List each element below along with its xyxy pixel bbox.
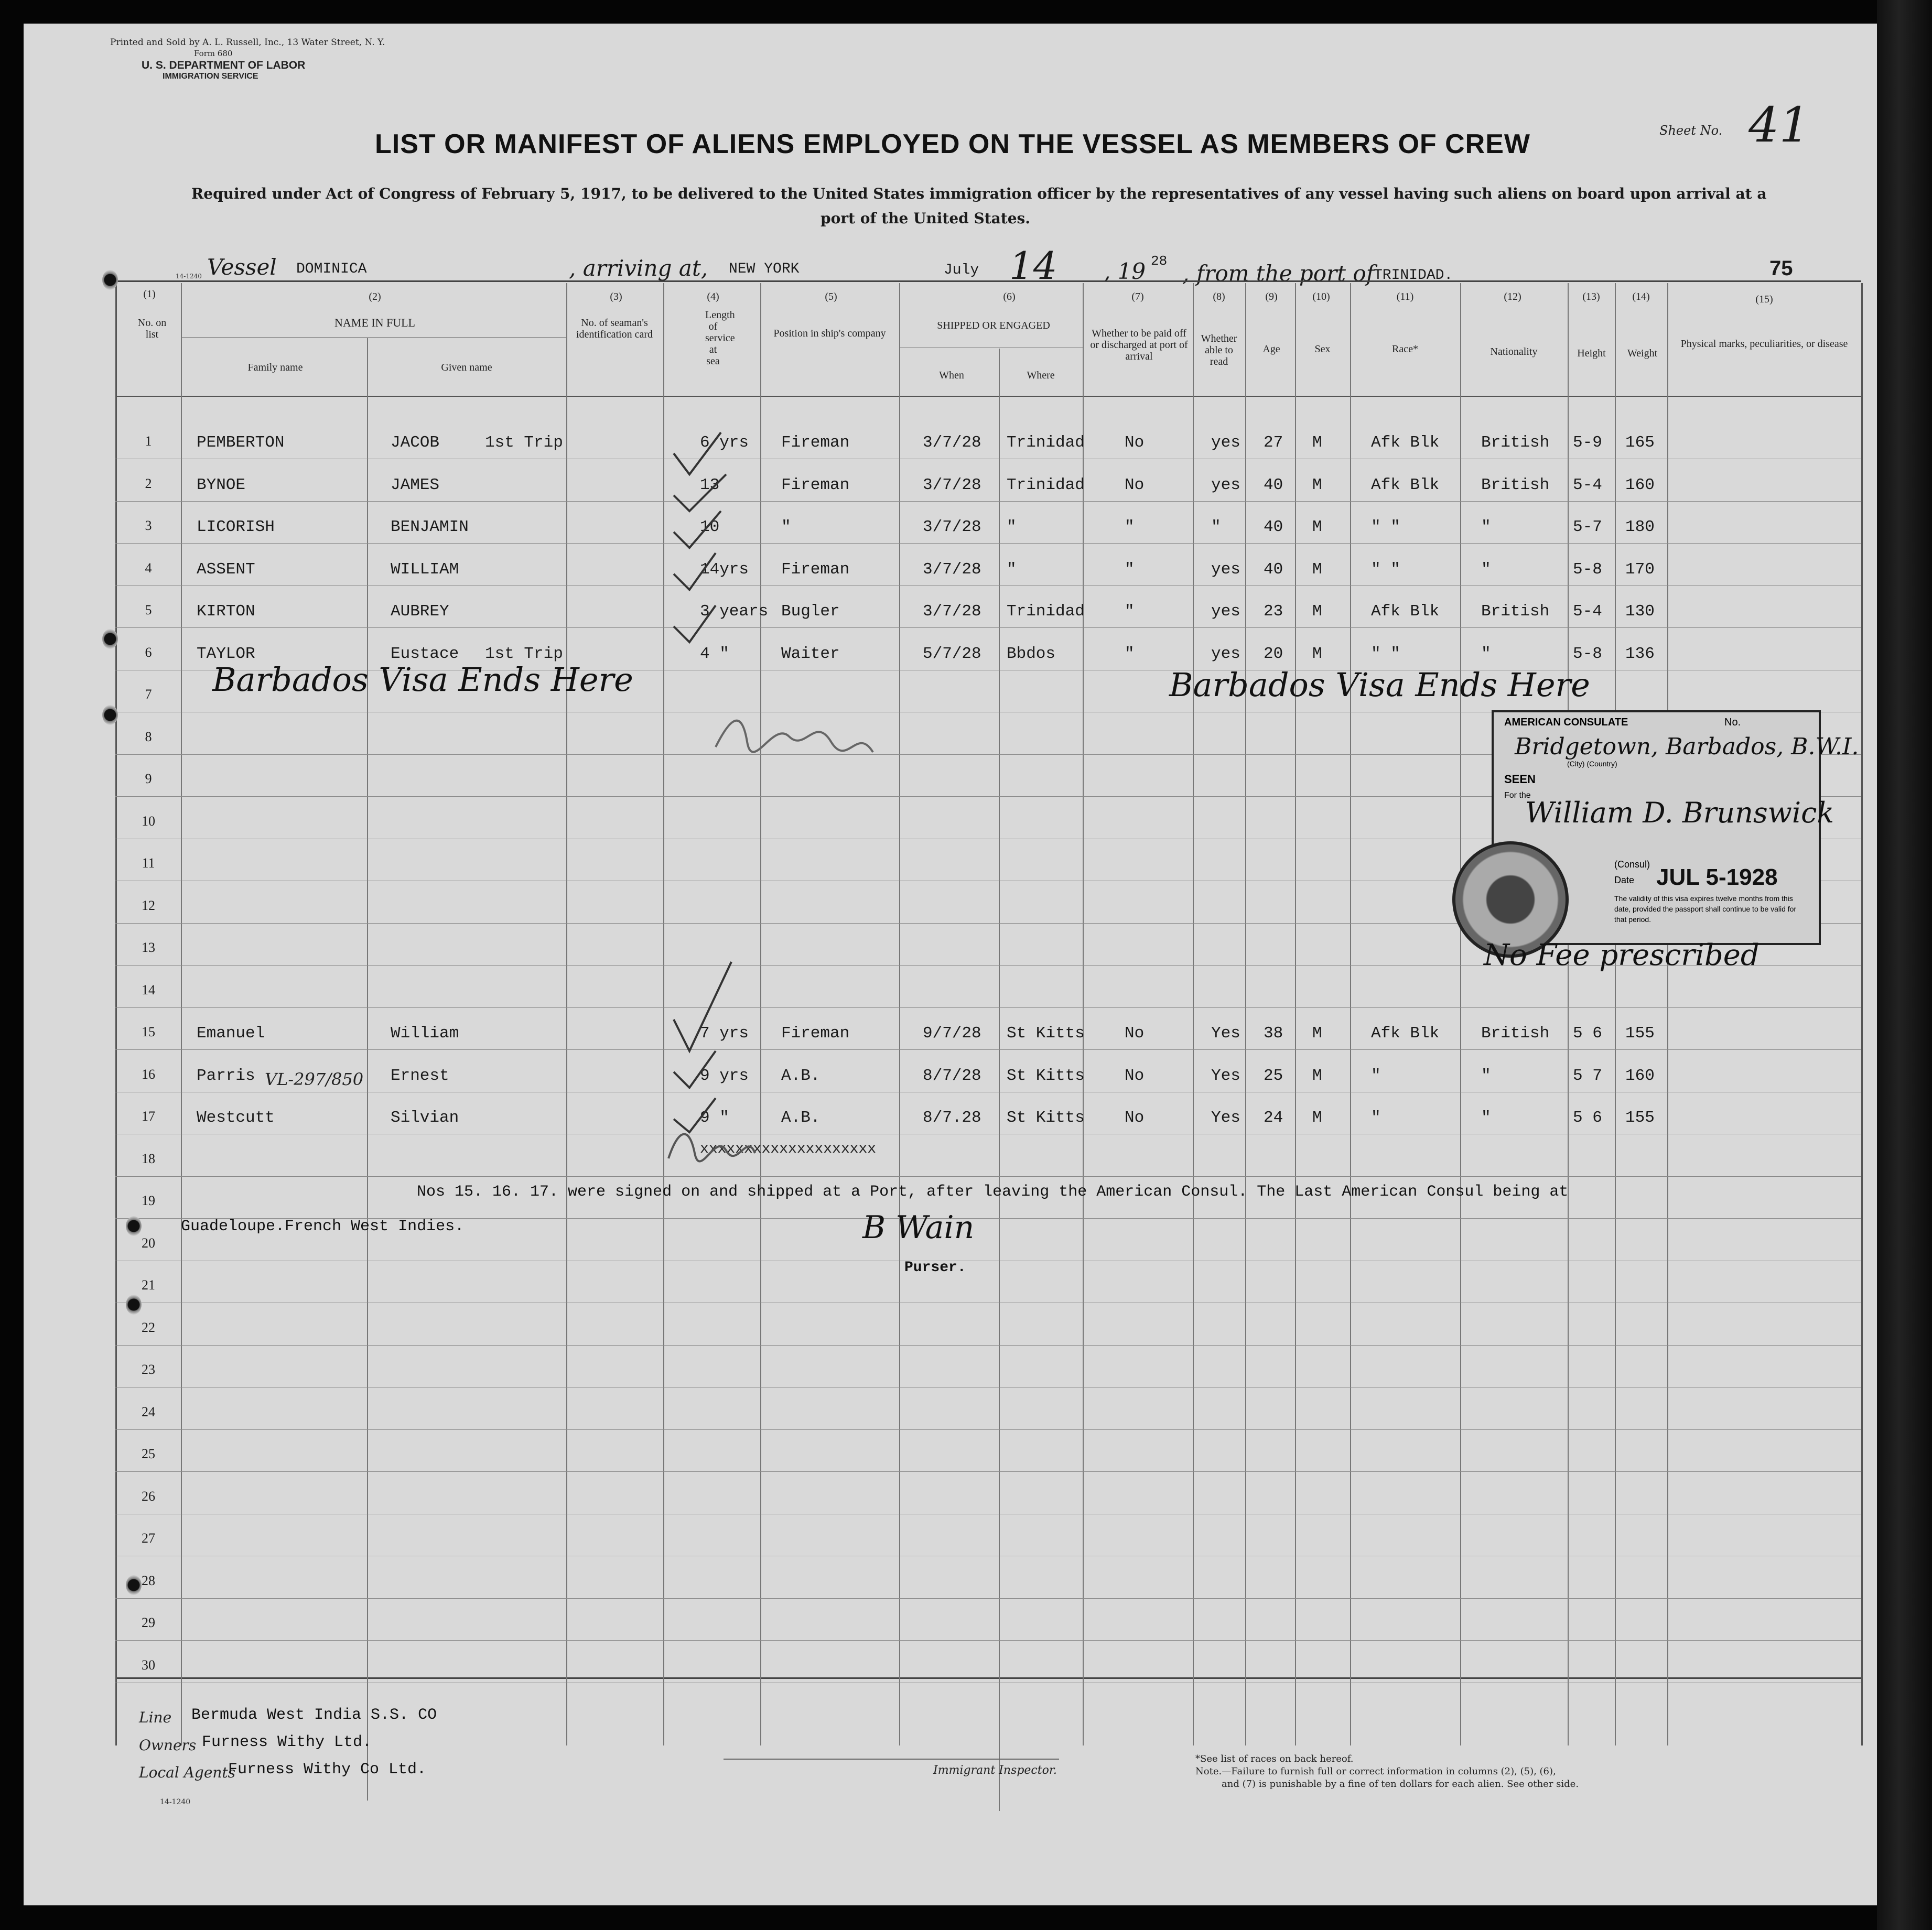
crew-age: 24 [1264,1109,1283,1127]
stamp-city-caption: (City) (Country) [1567,760,1617,768]
crew-paid-off: " [1125,560,1135,579]
row-number: 22 [142,1319,155,1335]
crew-given: JACOB [391,433,440,452]
col2-given: Given name [441,362,492,373]
col-line [1295,283,1296,1745]
crew-weight: 136 [1625,644,1655,663]
footer-note3: and (7) is punishable by a fine of ten dollars for each alien. See other side. [1222,1779,1579,1790]
crew-service: 9 " [700,1109,729,1127]
col-line [999,349,1000,1811]
crew-paid-off: No [1125,433,1145,452]
crew-nationality: " [1481,518,1491,536]
crew-given: AUBREY [391,602,449,621]
col-line [1568,283,1569,1745]
crew-when: 3/7/28 [923,475,981,494]
footer-agents-value: Furness Withy Co Ltd. [228,1761,427,1779]
crew-height: 5-7 [1573,518,1602,536]
crew-family: BYNOE [197,475,246,494]
binder-hole [126,1575,142,1595]
row-rule [115,1429,1861,1430]
arrival-day: 14 [1009,244,1057,288]
no-fee-note: No Fee prescribed [1484,938,1760,972]
table-top-rule [115,280,1861,282]
crew-read: yes [1211,560,1240,579]
crew-paid-off: No [1125,1066,1145,1085]
crew-nationality: British [1481,1024,1550,1043]
footer-agents-label: Local Agents [139,1764,236,1781]
row-number: 12 [142,897,155,913]
crew-when: 3/7/28 [923,560,981,579]
crew-paid-off: No [1125,1109,1145,1127]
col8-label: Whether able to read [1201,333,1237,367]
col6-label: SHIPPED OR ENGAGED [937,320,1050,331]
arriving-port: NEW YORK [729,261,800,277]
crew-service: 6 yrs [700,433,749,452]
crew-paid-off: No [1125,475,1145,494]
col9-num: (9) [1265,291,1278,302]
footer-owners-label: Owners [139,1737,197,1754]
binder-hole [102,270,118,290]
crew-sex: M [1312,560,1322,579]
crew-height: 5-8 [1573,644,1602,663]
crew-read: Yes [1211,1024,1240,1043]
crew-race: Afk Blk [1371,1024,1440,1043]
col-line [115,283,117,1745]
arriving-label: , arriving at, [569,255,708,281]
crew-height: 5 6 [1573,1024,1602,1043]
col3-num: (3) [610,291,622,302]
sheet-number: 41 [1748,97,1810,153]
col10-label: Sex [1314,343,1331,355]
row-number: 29 [142,1615,155,1630]
row-number: 4 [145,560,152,576]
crew-given: WILLIAM [391,560,459,579]
consul-note-line1: Nos 15. 16. 17. were signed on and shipped at a Port, after leaving the American Consul. The Last American Consul being at [417,1183,1569,1201]
row-number: 17 [142,1109,155,1124]
crew-race: " [1371,1066,1381,1085]
crew-read: " [1211,518,1221,536]
col4-num: (4) [707,291,719,302]
crew-service: 13 [700,475,720,494]
col-line [1460,283,1461,1745]
crew-family: TAYLOR [197,644,255,663]
crew-family: LICORISH [197,518,275,536]
from-port: TRINIDAD. [1374,267,1453,284]
crew-position: Waiter [781,644,840,663]
crew-height: 5 6 [1573,1109,1602,1127]
crew-weight: 130 [1625,602,1655,621]
crew-position: A.B. [781,1109,821,1127]
col7-num: (7) [1131,291,1144,302]
row-number: 16 [142,1066,155,1082]
crew-note: 1st Trip [485,644,563,663]
crew-age: 40 [1264,475,1283,494]
crew-position: Fireman [781,1024,850,1043]
service-name: IMMIGRATION SERVICE [163,72,258,81]
row-rule [115,1049,1861,1050]
col-line [1245,283,1246,1745]
crew-weight: 165 [1625,433,1655,452]
col14-num: (14) [1632,291,1650,302]
document-title: LIST OR MANIFEST OF ALIENS EMPLOYED ON THE VESSEL AS MEMBERS OF CREW [375,129,1530,159]
crew-when: 5/7/28 [923,644,981,663]
row-rule [115,543,1861,544]
crew-service: 10 [700,518,720,536]
crew-position: Bugler [781,602,840,621]
year-prefix: , 19 [1104,258,1146,284]
col6-where: Where [1027,370,1055,381]
row-rule [115,1176,1861,1177]
crew-service: 14yrs [700,560,749,579]
stamp-signature: William D. Brunswick [1525,796,1834,829]
col-line [566,283,567,1745]
footer-line-label: Line [139,1709,172,1726]
crew-age: 27 [1264,433,1283,452]
stamp-for: For the [1504,791,1531,800]
crew-note: 1st Trip [485,433,563,452]
crew-given: Eustace [391,644,459,663]
binding-edge [1877,0,1932,1930]
binder-hole [102,629,118,649]
crew-where: Trinidad [1007,475,1085,494]
row-rule [115,1640,1861,1641]
row-rule [115,627,1861,628]
col15-label: Physical marks, peculiarities, or disease [1680,338,1848,350]
visa-ends-left: Barbados Visa Ends Here [212,660,633,699]
col-line [1083,283,1084,1745]
row-rule [115,501,1861,502]
crew-age: 20 [1264,644,1283,663]
crew-where: Bbdos [1007,644,1056,663]
stamp-title: AMERICAN CONSULATE [1504,717,1628,728]
col14-label: Weight [1627,348,1658,359]
row-number: 11 [142,855,155,871]
crew-read: yes [1211,475,1240,494]
col-line [1350,283,1351,1745]
row-number: 21 [142,1277,155,1293]
row-number: 23 [142,1362,155,1377]
crew-when: 8/7/28 [923,1066,981,1085]
row-number: 8 [145,729,152,744]
col1-num: (1) [143,288,156,300]
crew-sex: M [1312,644,1322,663]
col9-label: Age [1262,343,1280,355]
col8-num: (8) [1213,291,1225,302]
row-number: 18 [142,1151,155,1166]
row-number: 15 [142,1024,155,1039]
subtitle-line-1: Required under Act of Congress of February 5, 1917, to be delivered to the United States immigration officer by the representatives of any vessel having such aliens on board upon arrival at a [191,185,1767,202]
crew-height: 5-4 [1573,602,1602,621]
crew-position: " [781,518,791,536]
crew-age: 38 [1264,1024,1283,1043]
col15-num: (15) [1755,294,1773,305]
crew-age: 23 [1264,602,1283,621]
xmarks: xxxxxxxxxxxxxxxxxxxx [700,1141,877,1157]
stamp-seen: SEEN [1504,773,1536,786]
crew-paid-off: " [1125,644,1135,663]
crew-read: Yes [1211,1109,1240,1127]
col13-num: (13) [1582,291,1600,302]
crew-service: 4 " [700,644,729,663]
col-line [181,283,182,1745]
inspector-initials-2 [663,1122,758,1169]
crew-nationality: British [1481,475,1550,494]
vl-note: VL-297/850 [265,1069,364,1089]
crew-weight: 170 [1625,560,1655,579]
footer-note2: Note.—Failure to furnish full or correct information in columns (2), (5), (6), [1195,1766,1556,1777]
table-header-rule [115,396,1861,397]
vessel-name: DOMINICA [296,261,367,277]
crew-race: Afk Blk [1371,475,1440,494]
row-number: 20 [142,1235,155,1251]
binder-hole [126,1295,142,1315]
crew-sex: M [1312,1024,1322,1043]
col-line [367,338,368,1801]
row-number: 27 [142,1531,155,1546]
row-rule [115,1471,1861,1472]
crew-when: 9/7/28 [923,1024,981,1043]
crew-service: 3 years [700,602,769,621]
crew-nationality: British [1481,433,1550,452]
page-number: 75 [1769,257,1793,280]
crew-position: A.B. [781,1066,821,1085]
crew-when: 3/7/28 [923,433,981,452]
footer-owners-value: Furness Withy Ltd. [202,1733,372,1751]
crew-sex: M [1312,433,1322,452]
row-number: 25 [142,1446,155,1461]
col12-label: Nationality [1490,346,1538,357]
stamp-city: Bridgetown, Barbados, B.W.I. [1515,733,1859,760]
crew-given: William [391,1024,459,1043]
crew-service: 7 yrs [700,1024,749,1043]
footer-note1: *See list of races on back hereof. [1195,1753,1354,1764]
row-number: 6 [145,644,152,660]
col6-when: When [939,370,964,381]
col2-family: Family name [247,362,303,373]
col-line [1193,283,1194,1745]
row-rule [115,1007,1861,1008]
crew-where: " [1007,560,1017,579]
crew-sex: M [1312,518,1322,536]
crew-nationality: " [1481,644,1491,663]
col5-label: Position in ship's company [773,328,886,339]
col-line [1861,283,1863,1745]
crew-weight: 155 [1625,1109,1655,1127]
crew-race: Afk Blk [1371,602,1440,621]
binder-hole [126,1216,142,1236]
crew-where: St Kitts [1007,1024,1085,1043]
col1-label: No. on list [137,317,167,340]
row-number: 14 [142,982,155,997]
row-number: 30 [142,1657,155,1673]
crew-weight: 180 [1625,518,1655,536]
sheet-label: Sheet No. [1659,123,1723,138]
crew-race: " " [1371,560,1400,579]
crew-height: 5-8 [1573,560,1602,579]
binder-hole [102,705,118,725]
purser-signature: B Wain [862,1209,975,1246]
inspector-label: Immigrant Inspector. [933,1764,1057,1777]
crew-where: Trinidad [1007,433,1085,452]
row-number: 28 [142,1573,155,1588]
row-rule [115,1345,1861,1346]
col2-label: NAME IN FULL [334,316,415,329]
crew-when: 3/7/28 [923,518,981,536]
stamp-date: JUL 5-1928 [1656,864,1778,890]
crew-when: 8/7.28 [923,1109,981,1127]
row-number: 10 [142,813,155,829]
crew-paid-off: No [1125,1024,1145,1043]
purser-label: Purser. [904,1260,966,1276]
crew-paid-off: " [1125,602,1135,621]
row-number: 1 [145,433,152,449]
crew-given: Ernest [391,1066,449,1085]
crew-height: 5-9 [1573,433,1602,452]
crew-race: " [1371,1109,1381,1127]
crew-family: Parris [197,1066,255,1085]
col11-label: Race* [1392,343,1418,355]
crew-read: yes [1211,602,1240,621]
stamp-no: No. [1724,717,1741,728]
table-bottom-rule [115,1677,1861,1679]
crew-weight: 160 [1625,1066,1655,1085]
row-number: 2 [145,475,152,491]
crew-family: Emanuel [197,1024,265,1043]
stamp-consul: (Consul) [1614,859,1650,870]
crew-race: Afk Blk [1371,433,1440,452]
from-port-label: , from the port of [1182,261,1375,286]
footer-line-value: Bermuda West India S.S. CO [191,1706,437,1724]
crew-family: KIRTON [197,602,255,621]
crew-given: BENJAMIN [391,518,469,536]
crew-read: Yes [1211,1066,1240,1085]
col7-label: Whether to be paid off or discharged at port of arrival [1090,328,1188,362]
crew-service: 9 yrs [700,1066,749,1085]
crew-nationality: British [1481,602,1550,621]
col-line [1615,283,1616,1745]
manifest-sheet [24,24,1877,1905]
crew-where: Trinidad [1007,602,1085,621]
crew-race: " " [1371,644,1400,663]
year-suffix: 28 [1151,253,1168,269]
crew-age: 40 [1264,560,1283,579]
department-name: U. S. DEPARTMENT OF LABOR [142,59,306,71]
stamp-validity: The validity of this visa expires twelve months from this date, provided the passport shall continue to be valid for that period. [1614,894,1797,924]
crew-age: 40 [1264,518,1283,536]
col11-num: (11) [1396,291,1414,302]
footer-form-code: 14-1240 [160,1798,191,1806]
crew-sex: M [1312,475,1322,494]
col2-num: (2) [369,291,381,302]
row-number: 3 [145,518,152,533]
crew-nationality: " [1481,560,1491,579]
crew-given: Silvian [391,1109,459,1127]
crew-when: 3/7/28 [923,602,981,621]
row-rule [115,1598,1861,1599]
crew-family: Westcutt [197,1109,275,1127]
row-number: 13 [142,940,155,955]
row-number: 24 [142,1404,155,1419]
col3-label: No. of seaman's identification card [576,317,653,340]
row-number: 19 [142,1193,155,1208]
crew-where: St Kitts [1007,1109,1085,1127]
arrival-month: July [944,262,979,278]
col-line [1667,283,1668,1745]
crew-nationality: " [1481,1066,1491,1085]
row-rule [115,585,1861,586]
visa-ends-right: Barbados Visa Ends Here [1169,666,1590,704]
crew-where: St Kitts [1007,1066,1085,1085]
col4-label: Length of service at sea [705,309,735,367]
crew-age: 25 [1264,1066,1283,1085]
name-subheader-rule [181,337,566,338]
vessel-label: Vessel [207,254,277,280]
col-line [899,283,900,1745]
printer-line: Printed and Sold by A. L. Russell, Inc., 13 Water Street, N. Y. [110,37,385,48]
crew-race: " " [1371,518,1400,536]
form-code-top: 14-1240 [176,273,202,280]
row-number: 26 [142,1488,155,1504]
crew-where: " [1007,518,1017,536]
col5-num: (5) [825,291,837,302]
crew-read: yes [1211,433,1240,452]
crew-read: yes [1211,644,1240,663]
subtitle-line-2: port of the United States. [821,210,1031,227]
stamp-date-label: Date [1614,875,1635,885]
row-number: 5 [145,602,152,617]
crew-position: Fireman [781,560,850,579]
crew-family: ASSENT [197,560,255,579]
crew-nationality: " [1481,1109,1491,1127]
consul-note-line2: Guadeloupe.French West Indies. [181,1218,465,1235]
row-number: 9 [145,771,152,786]
service-checkmarks [653,401,779,1135]
crew-height: 5-4 [1573,475,1602,494]
col6-num: (6) [1003,291,1016,302]
crew-given: JAMES [391,475,440,494]
crew-sex: M [1312,1066,1322,1085]
col12-num: (12) [1504,291,1521,302]
crew-sex: M [1312,602,1322,621]
crew-family: PEMBERTON [197,433,285,452]
crew-position: Fireman [781,475,850,494]
col10-num: (10) [1312,291,1330,302]
crew-paid-off: " [1125,518,1135,536]
form-number: Form 680 [194,49,233,58]
col13-label: Height [1577,348,1606,359]
crew-sex: M [1312,1109,1322,1127]
inspector-signature-line [724,1759,1059,1760]
row-number: 7 [145,687,152,702]
crew-height: 5 7 [1573,1066,1602,1085]
crew-weight: 160 [1625,475,1655,494]
crew-weight: 155 [1625,1024,1655,1043]
crew-position: Fireman [781,433,850,452]
